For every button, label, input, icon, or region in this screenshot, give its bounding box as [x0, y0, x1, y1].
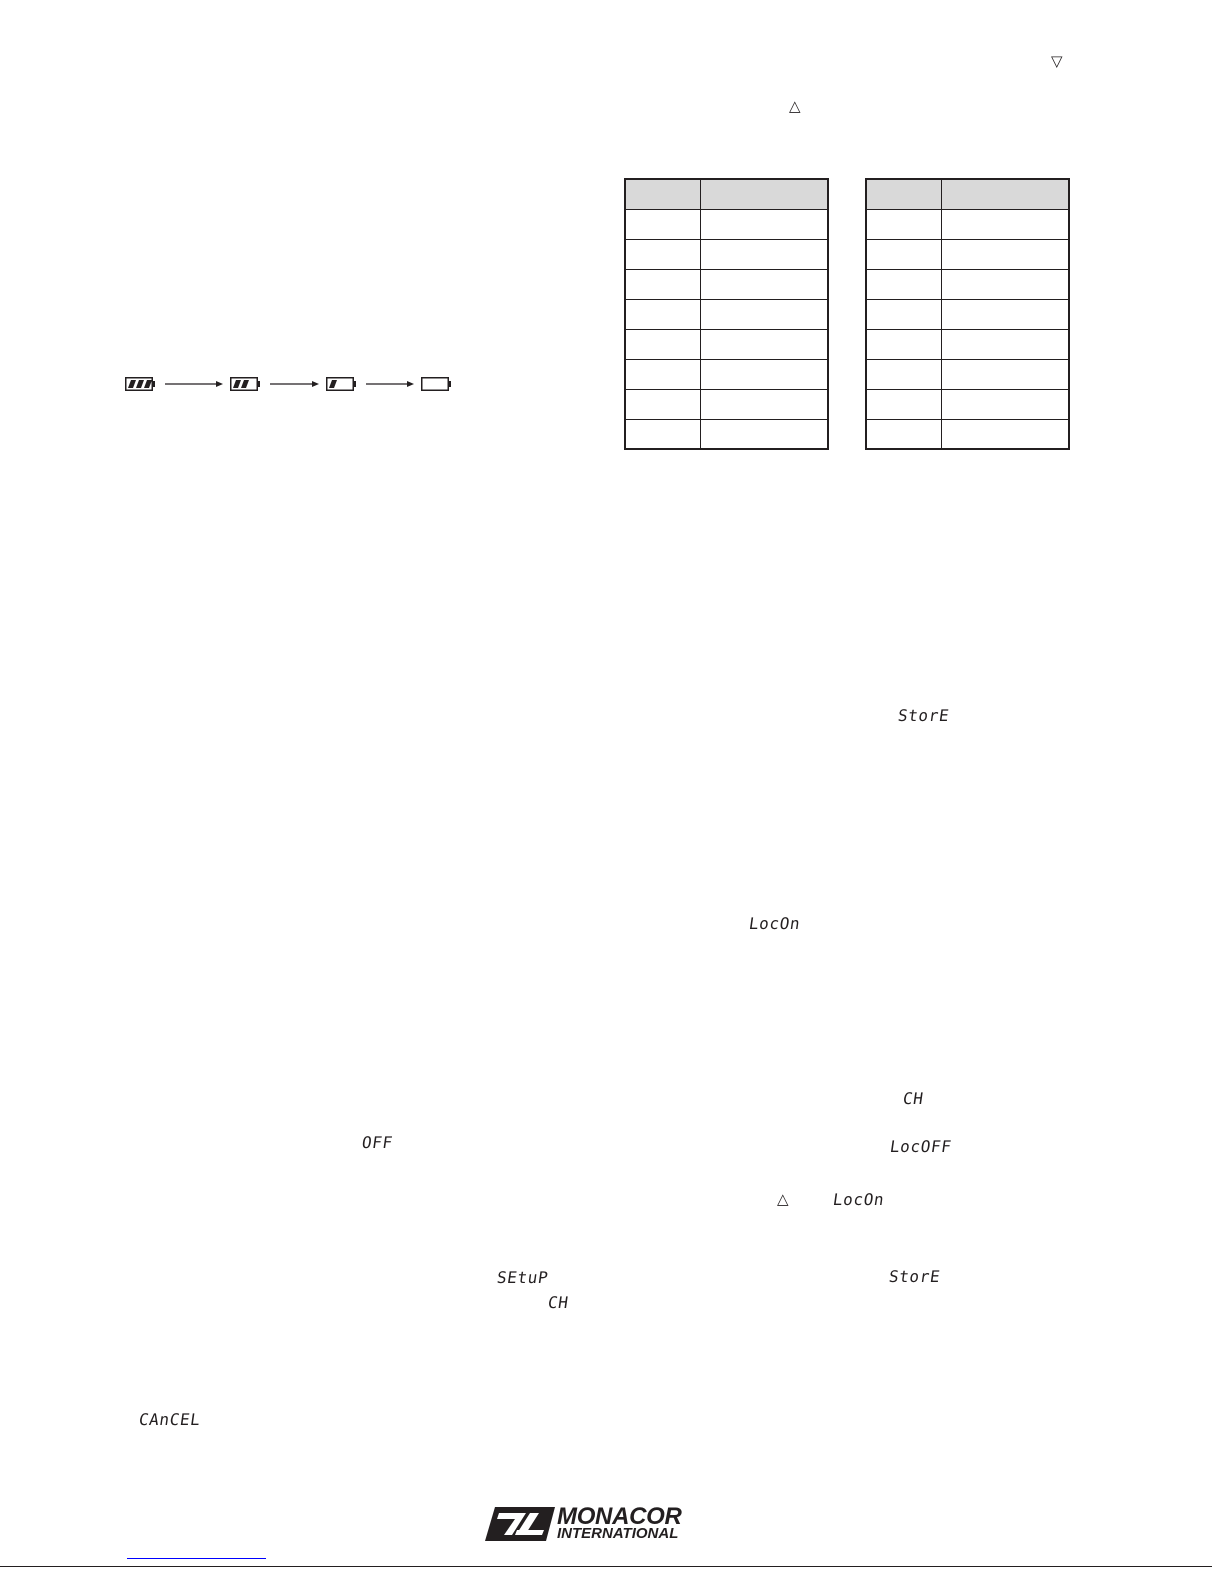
arrow-right-icon: [270, 381, 319, 387]
table-header-row: [625, 179, 828, 209]
display-setup: SEtuP: [495, 1268, 550, 1287]
display-lock-on: LocOn: [747, 914, 802, 933]
battery-bar: [233, 380, 241, 388]
table-header-cell: [941, 179, 1069, 209]
table-header-row: [866, 179, 1069, 209]
table-cell: [866, 389, 941, 419]
display-channel: CH: [546, 1293, 570, 1312]
table-row: [866, 299, 1069, 329]
table-cell: [866, 239, 941, 269]
table-row: [866, 359, 1069, 389]
table-cell: [866, 329, 941, 359]
table-row: [625, 269, 828, 299]
battery-icon: [422, 378, 451, 391]
display-channel: CH: [901, 1089, 925, 1108]
table-row: [625, 299, 828, 329]
table-row: [866, 239, 1069, 269]
arrow-right-icon: [366, 381, 414, 387]
table-cell: [866, 299, 941, 329]
display-lock-off: LocOFF: [888, 1137, 953, 1156]
table-row: [625, 209, 828, 239]
table-row: [866, 419, 1069, 449]
up-triangle-icon: △: [789, 97, 801, 115]
logo-brand-name: MONACOR: [557, 1503, 682, 1530]
spec-table-left: [624, 178, 829, 450]
logo-tagline: INTERNATIONAL: [557, 1525, 679, 1542]
down-triangle-icon: ▽: [1051, 52, 1063, 70]
battery-terminal: [152, 381, 155, 387]
table-cell: [941, 359, 1069, 389]
table-cell: [941, 329, 1069, 359]
table-row: [625, 419, 828, 449]
table-row: [866, 389, 1069, 419]
table-cell: [866, 209, 941, 239]
table-cell: [625, 209, 700, 239]
up-triangle-icon: △: [777, 1190, 789, 1208]
table-cell: [625, 329, 700, 359]
table-header-cell: [866, 179, 941, 209]
monacor-logo-icon: [484, 1506, 556, 1542]
display-store: StorE: [887, 1267, 942, 1286]
table-cell: [941, 239, 1069, 269]
table-cell: [625, 299, 700, 329]
display-off: OFF: [360, 1133, 395, 1152]
table-cell: [700, 299, 828, 329]
table-cell: [941, 299, 1069, 329]
table-header-cell: [625, 179, 700, 209]
table-cell: [625, 389, 700, 419]
table-cell: [700, 359, 828, 389]
table-cell: [700, 329, 828, 359]
table-row: [625, 389, 828, 419]
table-cell: [700, 419, 828, 449]
display-cancel: CAnCEL: [137, 1410, 202, 1429]
table-cell: [941, 419, 1069, 449]
battery-icon: [126, 378, 155, 391]
table-cell: [700, 389, 828, 419]
table-cell: [625, 359, 700, 389]
table-cell: [700, 209, 828, 239]
table-cell: [941, 209, 1069, 239]
table-cell: [866, 359, 941, 389]
arrow-right-icon: [165, 381, 223, 387]
table-cell: [700, 239, 828, 269]
table-cell: [866, 269, 941, 299]
table-cell: [625, 239, 700, 269]
table-row: [866, 269, 1069, 299]
table-header-cell: [700, 179, 828, 209]
table-row: [625, 359, 828, 389]
table-cell: [866, 419, 941, 449]
battery-terminal: [353, 381, 356, 387]
battery-bar: [136, 380, 144, 388]
battery-icon: [231, 378, 260, 391]
battery-icon: [327, 378, 356, 391]
display-store: StorE: [896, 706, 951, 725]
display-lock-on: LocOn: [831, 1190, 886, 1209]
battery-terminal: [448, 381, 451, 387]
footer-link[interactable]: [127, 1552, 266, 1559]
table-row: [625, 329, 828, 359]
battery-bar: [144, 380, 152, 388]
table-cell: [941, 389, 1069, 419]
spec-table-right: [865, 178, 1070, 450]
table-row: [625, 239, 828, 269]
battery-bar: [241, 380, 249, 388]
battery-bar: [329, 380, 337, 388]
battery-bar: [128, 380, 136, 388]
footer-divider: [0, 1566, 1212, 1567]
table-cell: [625, 269, 700, 299]
table-cell: [625, 419, 700, 449]
table-row: [866, 329, 1069, 359]
table-row: [866, 209, 1069, 239]
table-cell: [941, 269, 1069, 299]
table-cell: [700, 269, 828, 299]
battery-terminal: [257, 381, 260, 387]
battery-level-sequence: [118, 368, 463, 398]
